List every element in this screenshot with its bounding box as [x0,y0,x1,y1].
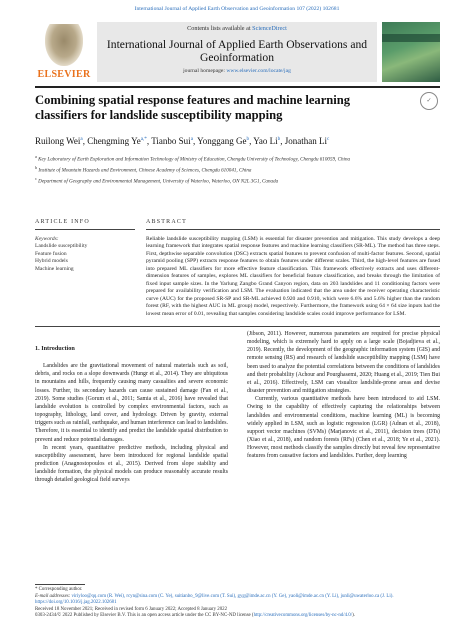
running-header: International Journal of Applied Earth Observation and Geoinformation 107 (2022) 102681 [134,6,340,12]
journal-homepage: journal homepage: www.elsevier.com/locate/jag [183,68,291,74]
doi-link[interactable]: https://doi.org/10.1016/j.jag.2022.102681 [35,600,117,606]
keyword: Machine learning [35,265,74,272]
author-affiliation-marker[interactable]: a [190,136,193,142]
section-heading: 1. Introduction [35,345,75,352]
journal-title: International Journal of Applied Earth Observations and Geoinformation [106,38,368,64]
sciencedirect-link[interactable]: ScienceDirect [252,25,287,32]
body-paragraph: (Jibson, 2011). However, numerous parameters are required for precise physical modeling, which is extremely hard to apply on a large scale (Bojadjieva et al., 2019). Recently, the development of the geographic information system (GIS) and remote sensing (RS) and research of landslide susceptibility mapping (LSM) have been used to analyze the potential correlations between the conditions of landslides and their probability (Achour and Pourghasemi, 2020; Huang et al., 2019; Tien Bui et al., 2016). Effectively, LSM can visualize landslide-prone areas and devise disaster prevention and mitigation strategies. [247,331,441,395]
body-paragraph: Landslides are the gravitational movement of natural materials such as soil, debris, and rocks on a slope downwards (Hungr et al., 2014). They are ubiquitous in mountains and hills, frequently causing many casualties and severe economic losses. Further, its secondary hazards can cause sustained damage (Fan et al., 2019). Some studies (Gorum et al., 2011; Samia et al., 2016) have revealed that landslide evolution is controlled by complex environmental factors, such as topography, lithology, land cover, and hydrology. Driven by gravity, external triggers such as rainfall, earthquake, and human interference can lead to landslides. Therefore, it is essential to identify and predict the landslide spatial distribution to prevent and reduce potential damages. [35,363,228,443]
footnote-rule [35,584,85,585]
divider [146,229,440,230]
affiliation-line: $^c$ Department of Geography and Environmental Management, University of Waterloo, Waterloo, ON N2L 3G1, Canada [35,175,279,185]
author-name[interactable]: Chengming Ye [87,136,141,146]
license-line: 0303-2434/© 2022 Published by Elsevier B.V. This is an open access article under the CC BY-NC-ND license (http://creativecommons.org/licenses/by-nc-nd/4.0/). [35,613,355,619]
journal-masthead [35,22,440,84]
author-affiliation-marker[interactable]: b [277,136,281,142]
check-for-updates-badge[interactable]: ✓ [420,92,438,110]
author-affiliation-marker[interactable]: a [80,136,83,142]
contents-line: Contents lists available at ScienceDirect [187,25,287,32]
homepage-link[interactable]: www.elsevier.com/locate/jag [226,68,291,74]
keyword: Landslide susceptibility [35,243,88,250]
divider [35,229,135,230]
author-name[interactable]: Yonggang Ge [197,136,247,146]
article-title: Combining spatial response features and machine learning classifiers for landslide susceptibility mapping [35,93,351,122]
affiliations [35,153,440,186]
right-column [247,330,440,461]
author-affiliation-marker[interactable]: b [246,136,250,142]
affiliation-line: $^b$ Institute of Mountain Hazards and Environment, Chinese Academy of Sciences, Chengdu 610041, China [35,164,252,174]
received-dates: Received 18 November 2021; Received in revised form 6 January 2022; Accepted 8 January 2022 [35,606,228,612]
body-paragraph: In recent years, quantitative predictive methods, including physical and susceptibility assessment, have been introduced for regional landslide spatial prediction (Anagnostopoulos et al., 2015). Derived from slope stability and landslide formation, the physical models can produce reasonably accurate results through detailed geological field surveys [35,444,228,484]
email-note: E-mail addresses: viriyloo@qq.com (R. Wei), rcyn@sina.com (C. Ye), suitianbo_9@live.com (T. Sui), gyg@imde.ac.cn (Y. Ge), yaoli@imde.ac.cn (Y. Li), junli@uwaterloo.ca (J. Li). [35,593,394,599]
journal-banner [97,22,377,82]
keyword: Hybrid models [35,258,68,265]
corresponding-note: * Corresponding author. [35,587,83,592]
journal-cover-image [382,22,440,82]
footnotes [35,587,440,620]
keywords-heading: Keywords: [35,236,59,242]
abstract-heading: ABSTRACT [146,219,187,225]
author-name[interactable]: Yao Li [253,136,278,146]
author-name[interactable]: Jonathan Li [284,136,327,146]
author-list: Ruilong Wei$^a$, Chengming $Ye^{a,*}$, Tianbo Sui$^a$, Yonggang Ge$^b$, Yao Li$^b$, Jonathan Li$^c$ [35,136,330,146]
license-link[interactable]: http://creativecommons.org/licenses/by-nc-nd/4.0/ [253,613,353,619]
publisher-logo [35,22,93,82]
divider [35,326,440,327]
article-info-heading: ARTICLE INFO [35,219,90,225]
keywords-block [35,236,135,273]
author-affiliation-marker[interactable]: c [326,136,330,142]
email-addresses[interactable]: viriyloo@qq.com (R. Wei), rcyn@sina.com (C. Ye), suitianbo_9@live.com (T. Sui), gyg@imde.ac.cn (Y. Ge), yaoli@imde.ac.cn (Y. Li), junli@uwaterloo.ca (J. Li). [71,593,394,599]
author-name[interactable]: Ruilong Wei [35,136,81,146]
keyword: Feature fusion [35,250,67,257]
abstract-text: Reliable landslide susceptibility mapping (LSM) is essential for disaster prevention and mitigation. This study develops a deep learning framework that integrates spatial response features and machine learning classifiers (SR-ML). The method has three steps. First, depthwise separable convolution (DSC) extracts spatial features to prevent confusion of multi-factor features. Second, spatial pyramid pooling (SPP) extracts response features to obtain features under different scales. Third, the high-level features are fused into prepared ML classifiers for more effective feature classification. This framework effectively extracts and uses different-dimension features of samples, explores ML classifiers for beneficial feature classification, and breaks through the limitation of fixed input sample sizes. In the Yarlung Zangbo Grand Canyon region, data on 203 landslides and 11 conditioning factors were prepared for availability verification and LSM. The evaluation indicated that the area under the receiver operating characteristic curve (AUC) for the proposed SR-SP and SR-ML achieved 0.920 and 0.910, which were 6.6% and 5.6% higher than the random forest (RF, with the highest AUC in ML group) model, respectively. Furthermore, the framework using 64 × 64 size inputs had the lowest mean error of 0.01, revealing that samples considering landslide scales could improve performance for LSM. [146,236,440,317]
masthead-rule [35,86,440,88]
publisher-name: ELSEVIER [37,69,91,80]
affiliation-line: $^a$ Key Laboratory of Earth Exploration and Information Technology of Ministry of Education, Chengdu University of Technology, Chengdu 610059, China [35,154,351,163]
elsevier-tree-emblem [45,24,83,66]
author-name[interactable]: Tianbo Sui [151,136,191,146]
author-affiliation-marker[interactable]: a,* [140,136,147,142]
body-paragraph: Currently, various quantitative methods have been introduced to aid LSM. Owing to the capability of effectively capturing the relationships between landslides and environmental conditions, machine learning (ML) is becoming widely applied in LSM, such as logistic regression (LGR) (Adnan et al., 2018), support vector machines (SVMs) (Marjanovic et al., 2011), decision trees (DTs) (Xiao et al., 2018), and random forests (RFs) (Chen et al., 2018; Ye et al., 2021). However, most methods classify the samples directly but reveal few representative features from causative factors and landslides. Further, deep learning [247,396,440,460]
left-column [35,333,228,485]
